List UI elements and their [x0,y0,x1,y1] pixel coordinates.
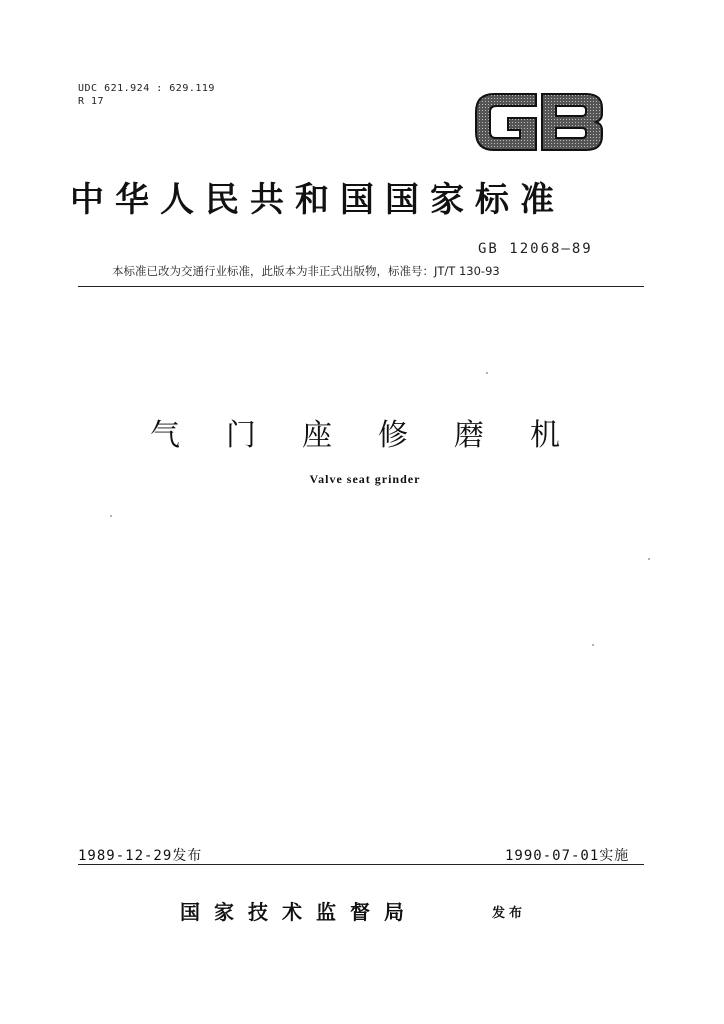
issue-date: 1989-12-29发布 [78,848,203,864]
document-subtitle: Valve seat grinder [309,472,421,486]
scan-speck [648,558,650,560]
udc-line: UDC 621.924 : 629.119 [78,83,215,94]
header-divider [78,286,644,287]
standard-number: GB 12068—89 [478,241,593,257]
scan-speck [110,515,112,517]
scan-speck [592,644,594,646]
publish-label: 发布 [492,906,527,921]
standard-title: 中华人民共和国国家标准 [70,180,565,220]
class-line: R 17 [78,96,105,107]
standard-notice: 本标准已改为交通行业标准，此版本为非正式出版物，标准号：JT/T 130-93 [112,264,500,278]
udc-classification [78,82,215,108]
issuing-bureau: 国家技术监督局 [180,900,418,924]
effective-date: 1990-07-01实施 [505,848,630,864]
scan-speck [486,372,488,374]
gb-logo-icon [470,86,608,158]
document-title: 气门座修磨机 [150,418,606,453]
footer-divider [78,864,644,865]
